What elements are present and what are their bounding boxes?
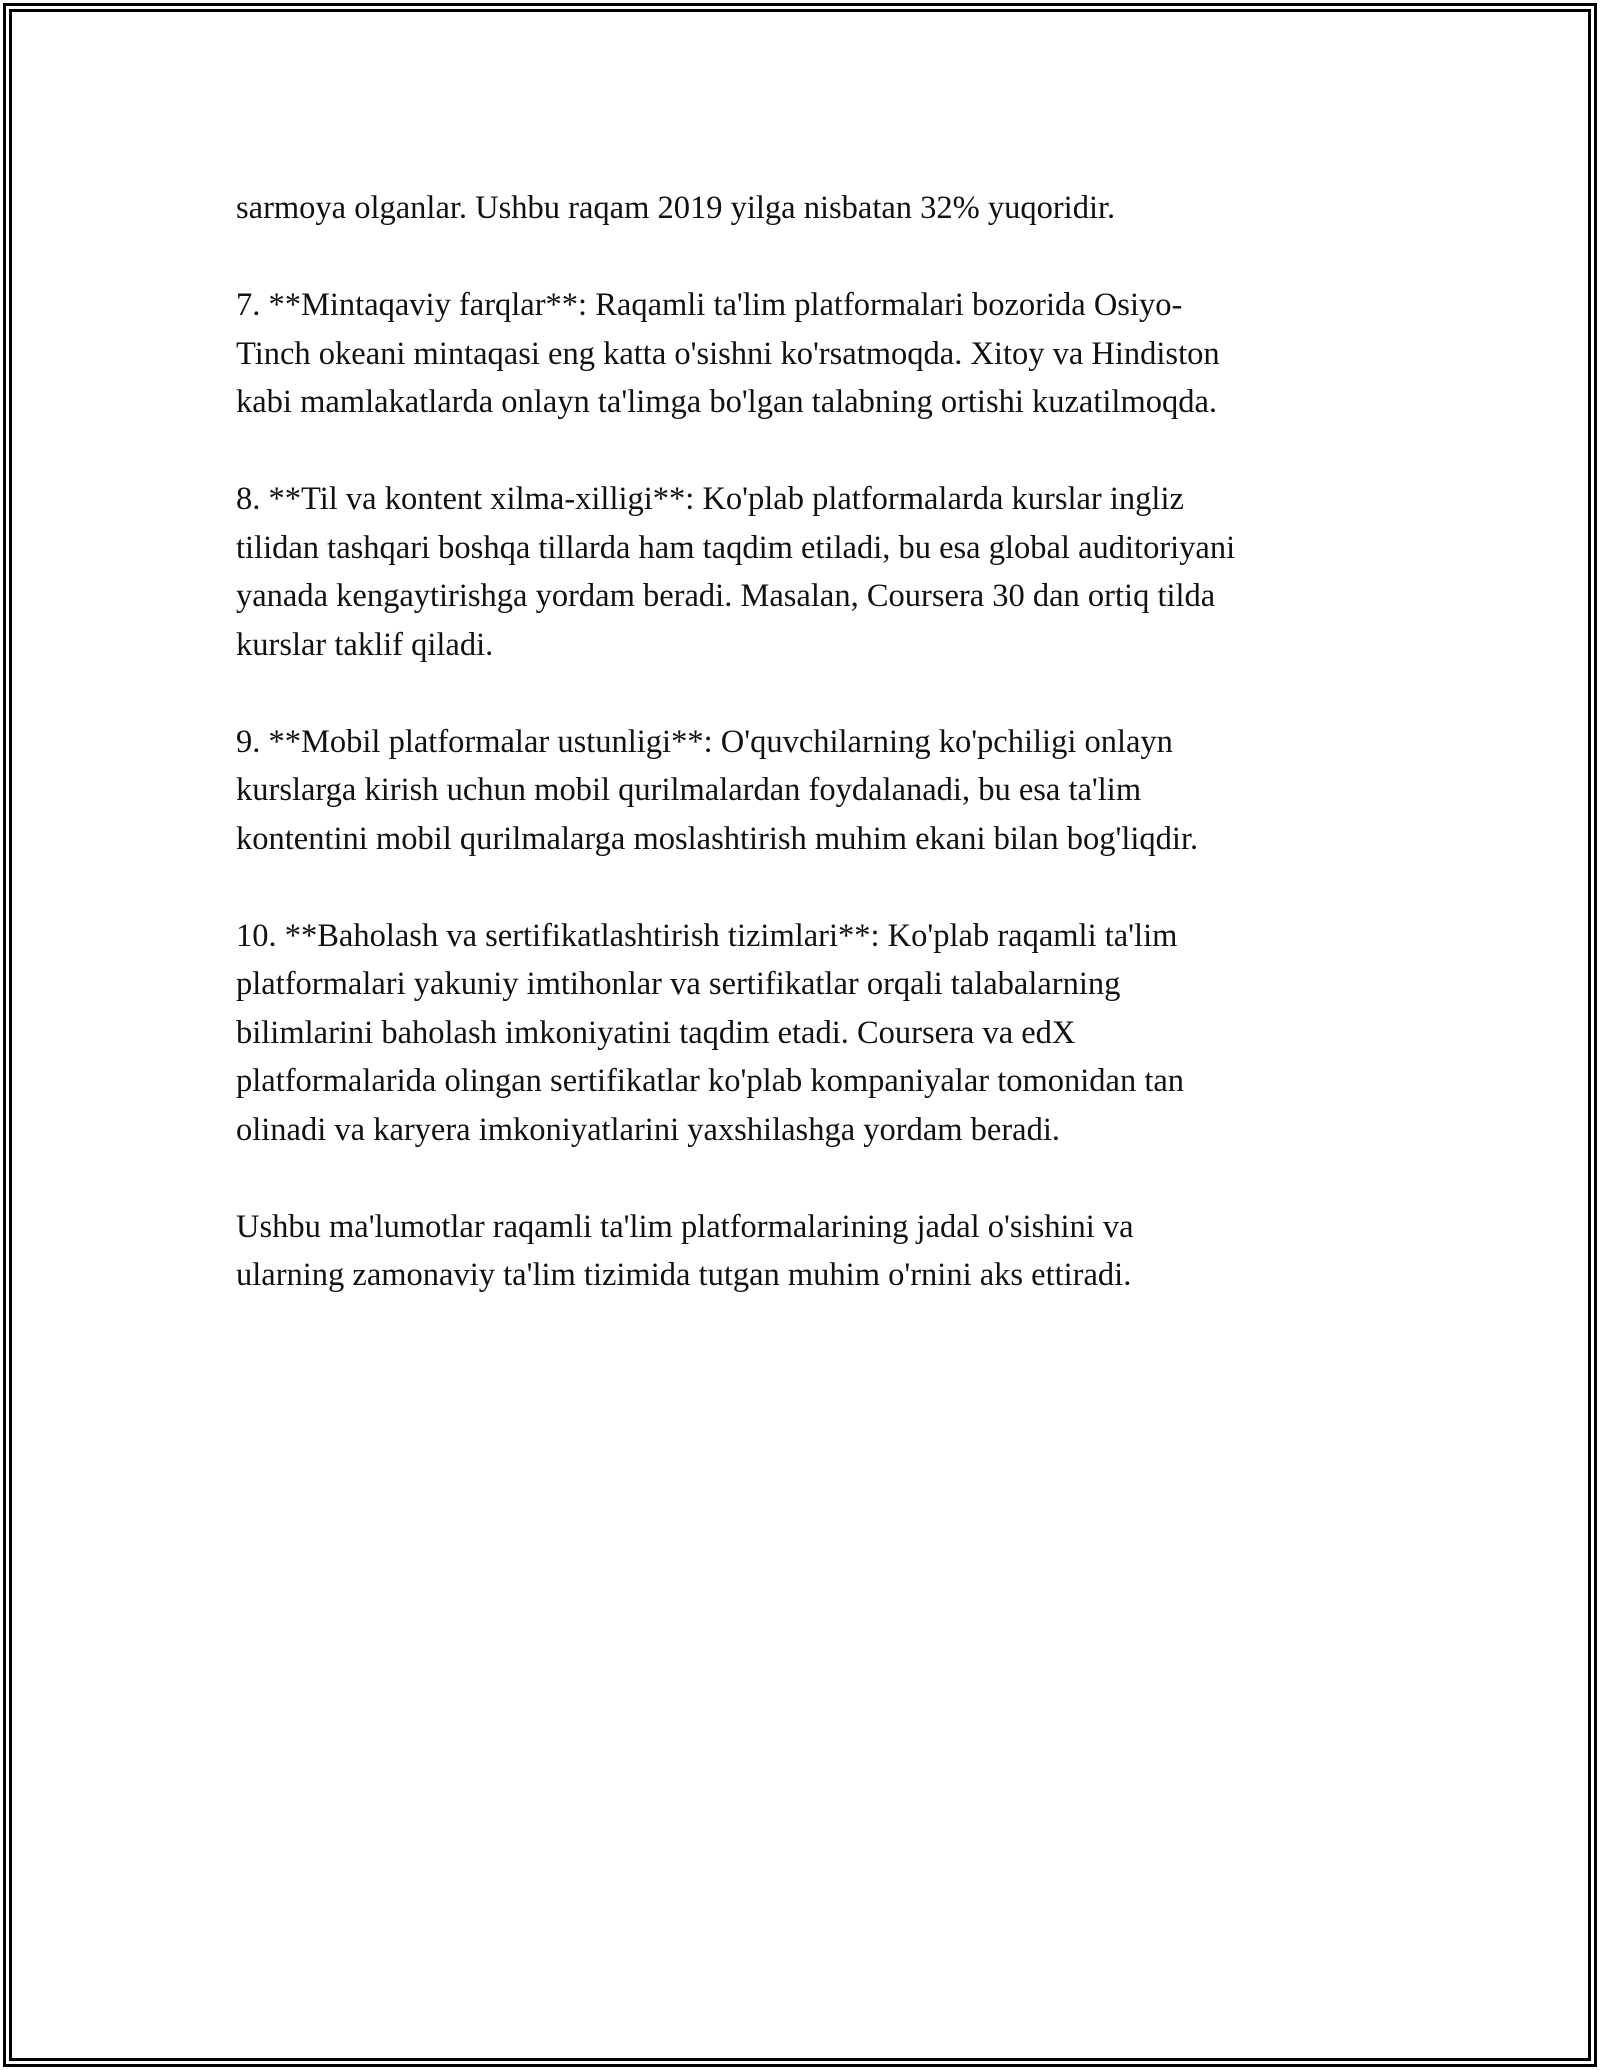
paragraph-item-7: 7. **Mintaqaviy farqlar**: Raqamli ta'lim platformalari bozorida Osiyo- Tinch okeani mintaqasi eng katta o'sishni ko'rsatmoqda. Xitoy va Hindiston kabi mamlakatlarda onlayn ta'limga bo'lgan talabning ortishi kuzatilmoqda. <box>236 287 1220 420</box>
paragraph-item-8: 8. **Til va kontent xilma-xilligi**: Ko'plab platformalarda kurslar ingliz tilidan tashqari boshqa tillarda ham taqdim etiladi, bu esa global auditoriyani yanada kengaytirishga yordam beradi. Masalan, Coursera 30 dan ortiq tilda kurslar taklif qiladi. <box>236 481 1236 663</box>
paragraph-item-10: 10. **Baholash va sertifikatlashtirish tizimlari**: Ko'plab raqamli ta'lim platformalari yakuniy imtihonlar va sertifikatlar orqali talabalarning bilimlarini baholash imkoniyatini taqdim etadi. Coursera va edX platformalarida olingan sertifikatlar ko'plab kompaniyalar tomonidan tan olinadi va karyera imkoniyatlarini yaxshilashga yordam beradi. <box>236 917 1185 1148</box>
paragraph-continuation: sarmoya olganlar. Ushbu raqam 2019 yilga nisbatan 32% yuqoridir. <box>236 190 1116 226</box>
document-body <box>236 184 1376 1348</box>
paragraph-item-9: 9. **Mobil platformalar ustunligi**: O'quvchilarning ko'pchiligi onlayn kurslarga kirish uchun mobil qurilmalardan foydalanadi, bu esa ta'lim kontentini mobil qurilmalarga moslashtirish muhim ekani bilan bog'liqdir. <box>236 723 1199 857</box>
paragraph-conclusion: Ushbu ma'lumotlar raqamli ta'lim platformalarining jadal o'sishini va ularning zamonaviy ta'lim tizimida tutgan muhim o'rnini aks ettiradi. <box>236 1208 1134 1293</box>
